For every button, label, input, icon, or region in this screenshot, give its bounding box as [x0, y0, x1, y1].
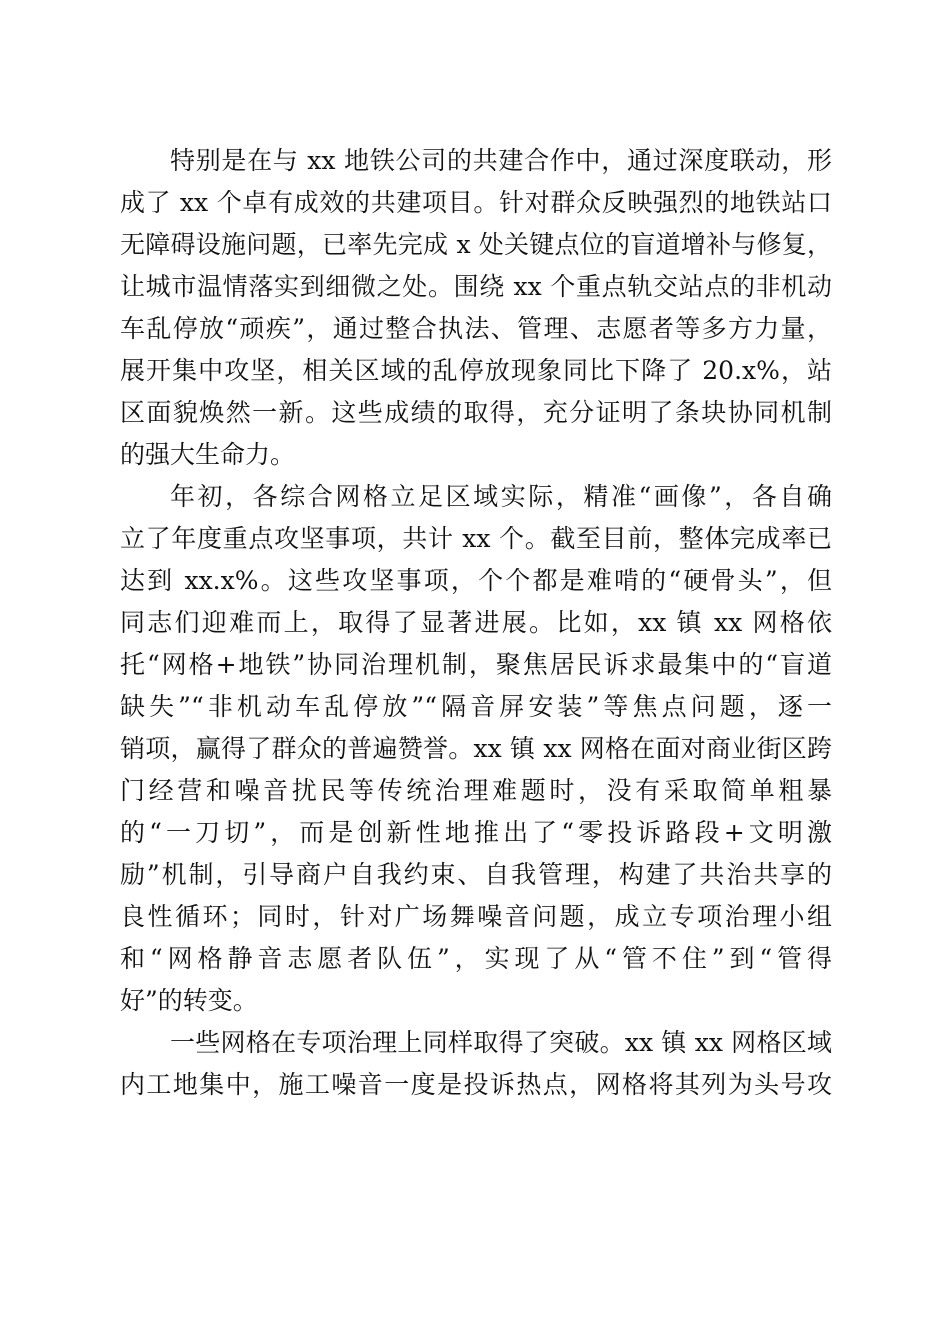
text-line: 立了年度重点攻坚事项，共计 xx 个。截至目前，整体完成率已 — [120, 524, 832, 553]
text-line: 成了 xx 个卓有成效的共建项目。针对群众反映强烈的地铁站口 — [120, 188, 832, 217]
paragraph-1 — [120, 140, 832, 476]
text-line: 年初，各综合网格立足区域实际，精准“画像”，各自确 — [170, 482, 832, 511]
text-line: 展开集中攻坚，相关区域的乱停放现象同比下降了 20.x%，站 — [120, 356, 832, 385]
text-line: 励”机制，引导商户自我约束、自我管理，构建了共治共享的 — [120, 860, 832, 889]
text-line: 特别是在与 xx 地铁公司的共建合作中，通过深度联动，形 — [170, 146, 832, 175]
text-line: 门经营和噪音扰民等传统治理难题时，没有采取简单粗暴 — [120, 776, 832, 805]
text-line: 区面貌焕然一新。这些成绩的取得，充分证明了条块协同机制 — [120, 398, 832, 427]
text-line: 让城市温情落实到细微之处。围绕 xx 个重点轨交站点的非机动 — [120, 272, 832, 301]
text-line: 达到 xx.x%。这些攻坚事项，个个都是难啃的“硬骨头”，但 — [120, 566, 832, 595]
text-line: 的强大生命力。 — [120, 440, 296, 469]
text-line: 良性循环；同时，针对广场舞噪音问题，成立专项治理小组 — [120, 902, 832, 931]
text-line: 同志们迎难而上，取得了显著进展。比如，xx 镇 xx 网格依 — [120, 608, 832, 637]
text-line: 内工地集中，施工噪音一度是投诉热点，网格将其列为头号攻 — [120, 1070, 832, 1099]
text-line: 一些网格在专项治理上同样取得了突破。xx 镇 xx 网格区域 — [170, 1028, 832, 1057]
text-line: 和“网格静音志愿者队伍”，实现了从“管不住”到“管得 — [120, 944, 832, 973]
text-line: 缺失”“非机动车乱停放”“隔音屏安装”等焦点问题，逐一 — [120, 692, 832, 721]
paragraph-3 — [120, 1022, 832, 1106]
text-line: 销项，赢得了群众的普遍赞誉。xx 镇 xx 网格在面对商业街区跨 — [120, 734, 832, 763]
paragraph-2 — [120, 476, 832, 1022]
text-line: 车乱停放“顽疾”，通过整合执法、管理、志愿者等多方力量， — [120, 314, 832, 343]
text-line: 托“网格+地铁”协同治理机制，聚焦居民诉求最集中的“盲道 — [120, 650, 832, 679]
text-line: 好”的转变。 — [120, 986, 258, 1015]
text-line: 的“一刀切”，而是创新性地推出了“零投诉路段+文明激 — [120, 818, 832, 847]
document-body — [120, 140, 832, 1106]
text-line: 无障碍设施问题，已率先完成 x 处关键点位的盲道增补与修复， — [120, 230, 832, 259]
